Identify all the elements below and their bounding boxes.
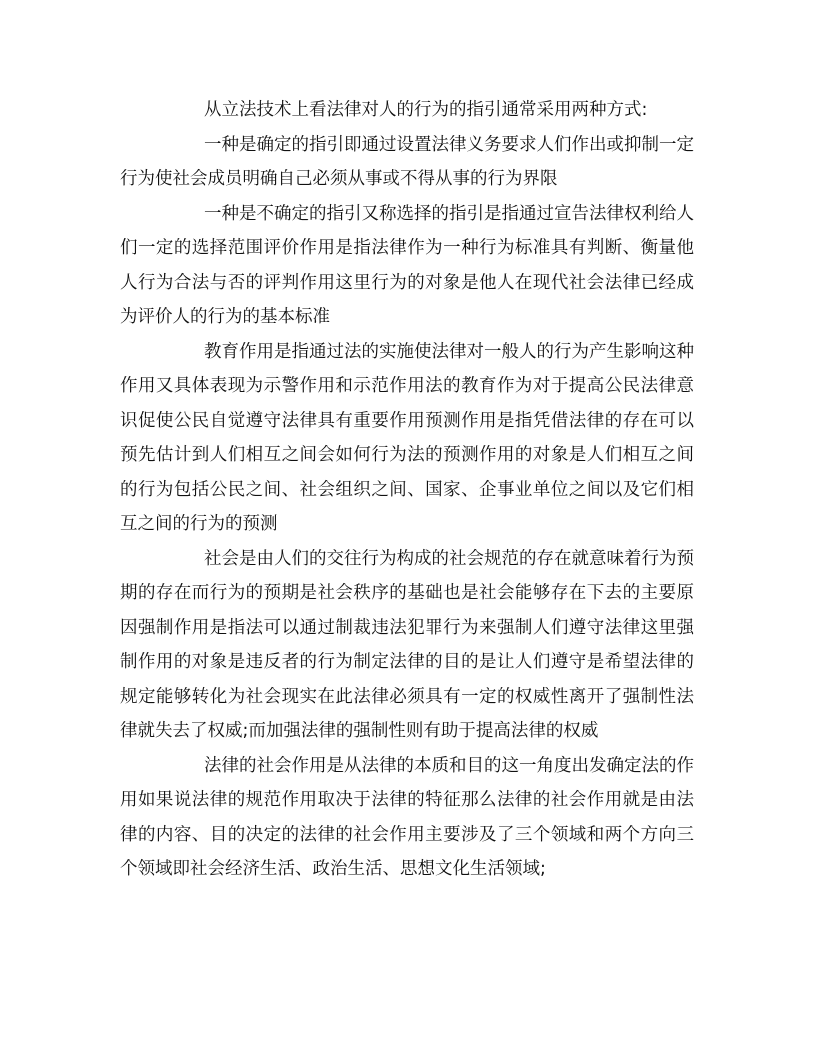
paragraph-indefinite-guidance: 一种是不确定的指引又称选择的指引是指通过宣告法律权利给人们一定的选择范围评价作用是指法律作为一种行为标准具有判断、衡量他人行为合法与否的评判作用这里行为的对象是他人在现代社会法律已经成为评价人的行为的基本标准 bbox=[120, 203, 694, 327]
paragraph-social-expectation: 社会是由人们的交往行为构成的社会规范的存在就意味着行为预期的存在而行为的预期是社会秩序的基础也是社会能够存在下去的主要原因强制作用是指法可以通过制裁违法犯罪行为来强制人们遵守法律这里强制作用的对象是违反者的行为制定法律的目的是让人们遵守是希望法律的规定能够转化为社会现实在此法律必须具有一定的权威性离开了强制性法律就失去了权威;而加强法律的强制性则有助于提高法律的权威 bbox=[120, 548, 694, 741]
paragraph-definite-guidance: 一种是确定的指引即通过设置法律义务要求人们作出或抑制一定行为使社会成员明确自己必须从事或不得从事的行为界限 bbox=[120, 134, 694, 189]
document-body bbox=[120, 93, 694, 887]
paragraph-legislative-guidance: 从立法技术上看法律对人的行为的指引通常采用两种方式: bbox=[204, 100, 648, 120]
paragraph-social-function: 法律的社会作用是从法律的本质和目的这一角度出发确定法的作用如果说法律的规范作用取决于法律的特征那么法律的社会作用就是由法律的内容、目的决定的法律的社会作用主要涉及了三个领域和两个方向三个领域即社会经济生活、政治生活、思想文化生活领域; bbox=[120, 755, 694, 879]
paragraph-educational-function: 教育作用是指通过法的实施使法律对一般人的行为产生影响这种作用又具体表现为示警作用和示范作用法的教育作为对于提高公民法律意识促使公民自觉遵守法律具有重要作用预测作用是指凭借法律的存在可以预先估计到人们相互之间会如何行为法的预测作用的对象是人们相互之间的行为包括公民之间、社会组织之间、国家、企事业单位之间以及它们相互之间的行为的预测 bbox=[120, 341, 694, 534]
